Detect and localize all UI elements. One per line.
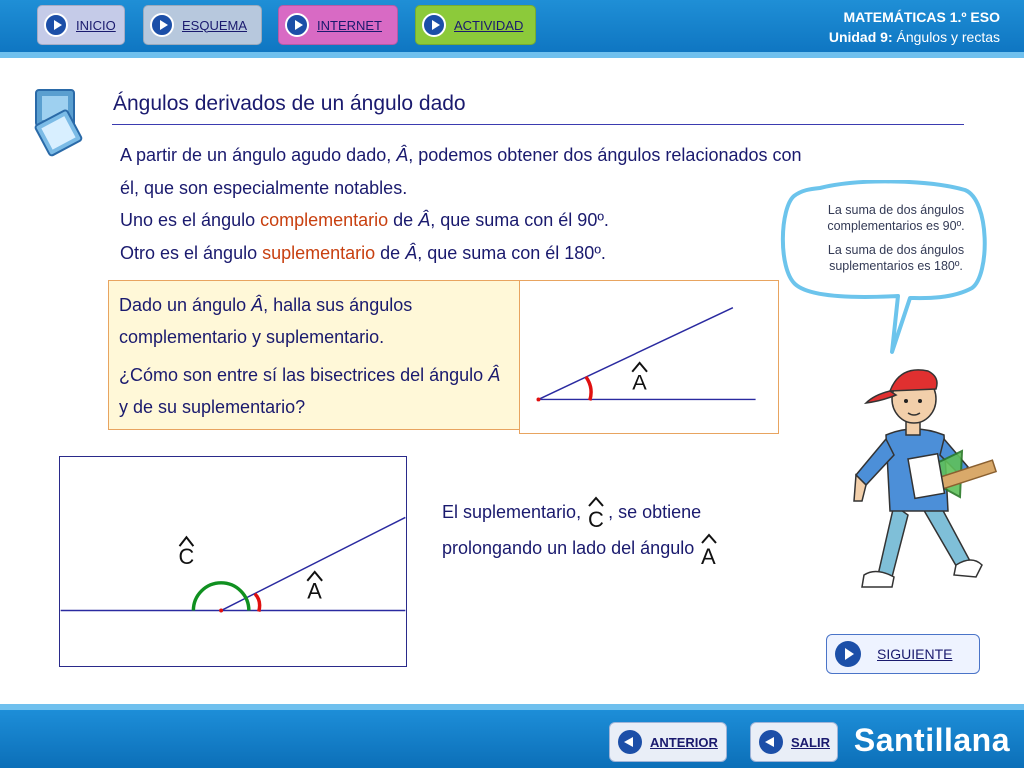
explain-text-part: , se obtiene prolongando un lado del ángulo bbox=[442, 502, 702, 559]
angle-symbol: Â bbox=[418, 210, 431, 230]
intro-text-part: , podemos obtener dos ángulos relacionados con él, que son especialmente notables. bbox=[120, 145, 802, 198]
intro-text-part: Uno es el ángulo bbox=[120, 210, 261, 230]
angle-a-label: A bbox=[307, 578, 322, 604]
intro-text-part: de bbox=[388, 210, 419, 230]
section-icon bbox=[30, 86, 84, 162]
student-illustration bbox=[836, 355, 1004, 595]
inicio-button[interactable] bbox=[37, 5, 125, 45]
course-info bbox=[829, 7, 1000, 47]
actividad-button[interactable] bbox=[415, 5, 536, 45]
page-title: Ángulos derivados de un ángulo dado bbox=[113, 92, 466, 115]
unit-name: Ángulos y rectas bbox=[896, 29, 1000, 45]
anterior-button[interactable] bbox=[609, 722, 727, 762]
header-stripe bbox=[0, 52, 1024, 58]
exercise-question-1 bbox=[119, 289, 510, 353]
intro-text-part: A partir de un ángulo agudo dado, bbox=[120, 145, 397, 165]
esquema-button[interactable] bbox=[143, 5, 262, 45]
angle-a-letter: A bbox=[701, 543, 716, 568]
vertex-point bbox=[536, 397, 540, 401]
intro-text-part: Otro es el ángulo bbox=[120, 242, 263, 263]
bubble-line-complementary: La suma de dos ángulos complementarios es 90º. bbox=[827, 203, 965, 233]
angle-a-symbol bbox=[699, 532, 721, 568]
bubble-line-supplementary: La suma de dos ángulos suplementarios es 180º. bbox=[827, 243, 965, 273]
brand-logo: Santillana bbox=[853, 722, 1010, 758]
supplementary-term: suplementario bbox=[262, 242, 376, 263]
intro-text-part: de bbox=[375, 242, 406, 263]
salir-label: SALIR bbox=[791, 734, 830, 750]
angle-symbol: Â bbox=[396, 145, 409, 165]
explanation-text bbox=[442, 495, 802, 568]
bubble-text bbox=[806, 202, 986, 282]
exercise-text-part: y de su suplementario? bbox=[119, 397, 306, 417]
angle-symbol: Â bbox=[251, 295, 264, 315]
angle-a-figure bbox=[519, 280, 779, 434]
angle-a-arc bbox=[255, 594, 260, 612]
supplementary-line bbox=[120, 237, 820, 270]
intro-paragraph bbox=[120, 139, 820, 204]
intro-text bbox=[120, 139, 820, 269]
vertex-point bbox=[219, 609, 223, 613]
esquema-label: ESQUEMA bbox=[182, 17, 248, 33]
angle-c-symbol bbox=[586, 495, 608, 531]
explain-text-part: El suplementario, bbox=[442, 502, 582, 522]
inicio-label: INICIO bbox=[76, 17, 116, 33]
back-arrow-icon bbox=[759, 730, 783, 754]
play-icon bbox=[285, 13, 309, 37]
play-icon bbox=[422, 13, 446, 37]
exercise-text-part: ¿Cómo son entre sí las bisectrices del ángulo bbox=[119, 365, 489, 385]
salir-button[interactable] bbox=[750, 722, 838, 762]
complementary-term: complementario bbox=[260, 210, 389, 230]
angle-symbol: Â bbox=[488, 365, 501, 385]
angle-symbol: Â bbox=[405, 242, 418, 263]
unit-label: Unidad 9: bbox=[828, 29, 893, 45]
exercise-question-2 bbox=[119, 359, 510, 423]
complementary-line bbox=[120, 204, 820, 237]
exercise-box bbox=[108, 280, 521, 430]
angle-c-label: C bbox=[178, 543, 195, 569]
back-arrow-icon bbox=[618, 730, 642, 754]
angle-c-letter: C bbox=[588, 507, 604, 532]
exercise-text-part: Dado un ángulo bbox=[119, 295, 252, 315]
siguiente-label: SIGUIENTE bbox=[877, 646, 953, 662]
play-icon bbox=[835, 641, 861, 667]
intro-text-part: , que suma con él 180º. bbox=[417, 242, 606, 263]
intro-text-part: , que suma con él 90º. bbox=[430, 210, 609, 230]
play-icon bbox=[150, 13, 174, 37]
supplementary-figure bbox=[59, 456, 407, 667]
angle-a-arc bbox=[586, 377, 591, 401]
siguiente-button[interactable] bbox=[826, 634, 980, 674]
course-title: MATEMÁTICAS 1.º ESO bbox=[843, 9, 1000, 25]
internet-label: INTERNET bbox=[317, 17, 382, 33]
angle-a-label: A bbox=[632, 369, 647, 395]
anterior-label: ANTERIOR bbox=[650, 734, 718, 750]
exercise-text-part: , halla sus ángulos complementario y suplementario. bbox=[119, 295, 413, 347]
internet-button[interactable] bbox=[278, 5, 398, 45]
title-divider bbox=[112, 124, 964, 125]
angle-c-arc bbox=[193, 583, 248, 611]
play-icon bbox=[44, 13, 68, 37]
actividad-label: ACTIVIDAD bbox=[454, 17, 524, 33]
